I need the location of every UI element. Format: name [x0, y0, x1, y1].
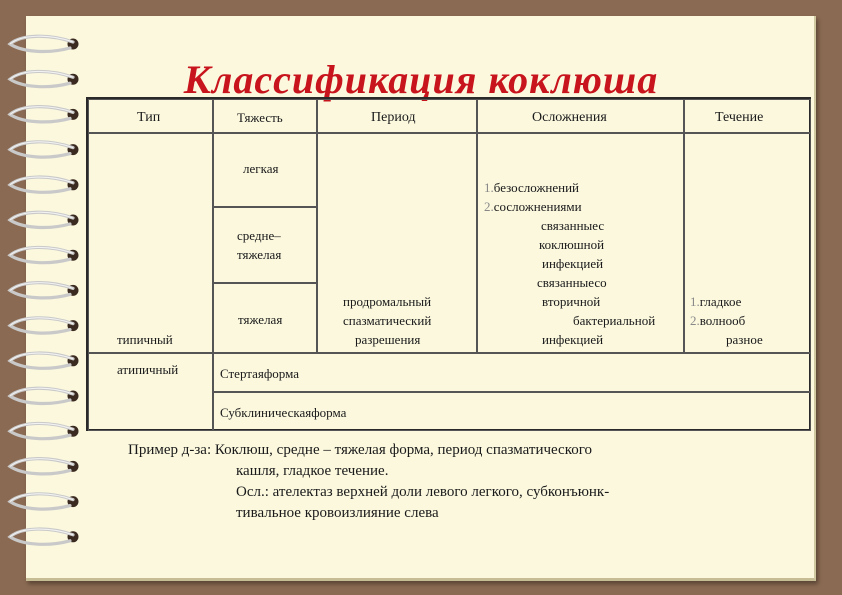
example-line-3: Осл.: ателектаз верхней доли левого легкого, субконъюнк-	[236, 484, 610, 500]
spiral-ring	[10, 283, 79, 298]
course-num-1: 1.	[690, 294, 700, 309]
header-period-label: Период	[371, 110, 416, 125]
spiral-ring	[10, 107, 79, 122]
course-item-1	[690, 292, 741, 311]
complication-sub: вторичной	[542, 294, 601, 309]
course-text-2-cont: разное	[726, 332, 763, 347]
atypical-subclinical-form: Субклиническаяформа	[220, 405, 347, 420]
complication-sub: связанныесо	[537, 275, 607, 290]
diagnosis-example	[128, 440, 609, 524]
complication-sub: бактериальной	[573, 313, 656, 328]
header-cell-complications	[477, 99, 684, 133]
type-atypical: атипичный	[117, 362, 179, 377]
severity-moderate-line1: средне–	[237, 228, 281, 243]
atypical-type-cell	[88, 353, 213, 431]
period-resolution: разрешения	[355, 332, 421, 347]
course-text-2: волнооб	[699, 313, 746, 328]
complication-sub: связанныес	[541, 218, 605, 233]
spiral-ring	[10, 247, 79, 262]
example-line-2: кашля, гладкое течение.	[236, 463, 389, 479]
complication-sub: коклюшной	[539, 237, 605, 252]
header-type-label: Тип	[137, 110, 161, 125]
atypical-erased-cell	[213, 353, 811, 392]
header-cell-type	[88, 99, 213, 133]
spiral-ring	[10, 529, 79, 544]
example-line-1: Пример д-за: Коклюш, средне – тяжелая форма, период спазматического	[128, 442, 593, 458]
spiral-ring	[10, 318, 79, 333]
course-text-1: гладкое	[699, 294, 742, 309]
spiral-ring	[10, 177, 79, 192]
header-cell-severity	[213, 99, 317, 133]
classification-table	[86, 97, 811, 431]
complication-text-2: сосложнениями	[493, 199, 582, 214]
spiral-ring	[10, 494, 79, 509]
period-spasmodic: спазматический	[343, 313, 432, 328]
atypical-erased-form: Стертаяформа	[220, 366, 300, 381]
course-item-2	[690, 311, 745, 330]
complications-cell	[477, 133, 684, 353]
slide-title: Классификация коклюша	[183, 57, 659, 102]
severity-moderate-cell	[213, 207, 317, 283]
complication-sub: инфекцией	[542, 256, 604, 271]
period-prodromal: продромальный	[343, 294, 432, 309]
header-complications-label: Осложнения	[532, 110, 607, 125]
example-line-4: тивальное кровоизлияние слева	[236, 505, 439, 521]
course-cell	[684, 133, 811, 353]
complication-text-1: безосложнений	[493, 180, 580, 195]
period-cell	[317, 133, 477, 353]
atypical-subclinical-cell	[213, 392, 811, 431]
type-typical: типичный	[117, 332, 173, 347]
spiral-ring	[10, 353, 79, 368]
spiral-ring	[10, 142, 79, 157]
spiral-ring	[10, 459, 79, 474]
complication-num-1: 1.	[484, 180, 494, 195]
severity-light-cell	[213, 133, 317, 207]
complication-item-2	[484, 197, 582, 216]
header-cell-period	[317, 99, 477, 133]
spiral-ring	[10, 212, 79, 227]
severity-moderate-line2: тяжелая	[237, 247, 282, 262]
complication-num-2: 2.	[484, 199, 494, 214]
complication-item-1	[484, 178, 579, 197]
header-cell-course	[684, 99, 811, 133]
severity-severe-cell	[213, 283, 317, 353]
severity-light: легкая	[243, 161, 279, 176]
type-cell	[88, 133, 213, 353]
header-severity-label: Тяжесть	[237, 110, 283, 125]
header-course-label: Течение	[715, 110, 764, 125]
course-num-2: 2.	[690, 313, 700, 328]
spiral-ring	[10, 423, 79, 438]
complication-sub: инфекцией	[542, 332, 604, 347]
spiral-ring	[10, 388, 79, 403]
spiral-ring	[10, 36, 79, 51]
severity-severe: тяжелая	[238, 312, 283, 327]
